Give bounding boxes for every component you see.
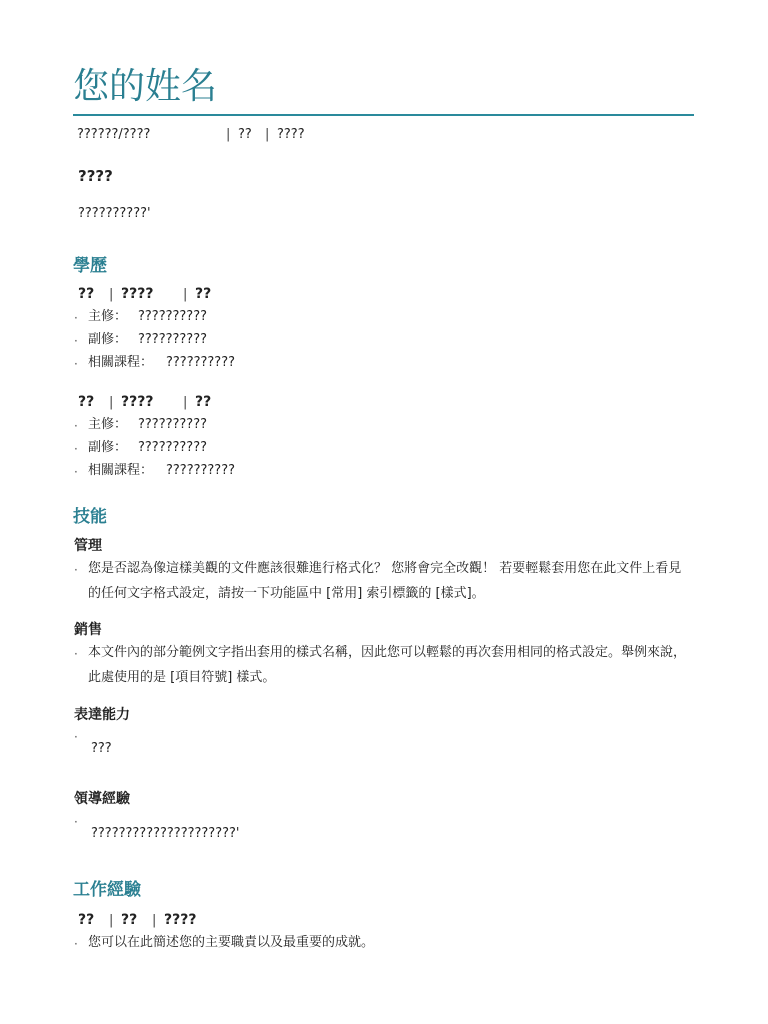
education-line-label: 主修： (88, 309, 128, 324)
bullet-icon: · (74, 311, 78, 325)
objective-heading: ???? (78, 167, 113, 185)
contact-separator: | (265, 127, 270, 142)
bullet-icon: · (74, 419, 78, 433)
education-separator: | (183, 395, 188, 410)
bullet-icon: · (74, 937, 78, 951)
experience-heading: 工作經驗 (73, 880, 141, 900)
bullet-icon: · (74, 730, 78, 744)
education-school: ?? (195, 394, 212, 410)
education-school: ?? (195, 286, 212, 302)
job-description: 您可以在此簡述您的主要職責以及最重要的成就。 (88, 935, 375, 950)
resume-name: 您的姓名 (73, 66, 218, 107)
education-line-value: ?????????? (166, 463, 235, 478)
bullet-icon: · (74, 647, 78, 661)
contact-address: ??????/???? (77, 127, 151, 142)
education-degree: ?? (78, 286, 95, 302)
education-date: ???? (121, 286, 154, 302)
experience-separator: | (109, 913, 114, 928)
education-line-value: ?????????? (166, 355, 235, 370)
skill-text: ?????????????????????' (91, 826, 240, 841)
education-line-value: ?????????? (138, 309, 207, 324)
education-line-label: 副修： (88, 332, 128, 347)
bullet-icon: · (74, 815, 78, 829)
skill-text: 您是否認為像這樣美觀的文件應該很難進行格式化？ 您將會完全改觀！ 若要輕鬆套用您在此文件上看見的任何文字格式設定，請按一下功能區中 [常用] 索引標籤的 [樣式]。 (88, 561, 682, 601)
objective-text: ??????????' (78, 206, 151, 221)
skill-title: 表達能力 (74, 707, 130, 723)
skill-title: 領導經驗 (74, 791, 130, 807)
skill-title: 管理 (74, 538, 102, 554)
experience-separator: | (152, 913, 157, 928)
skill-text: ??? (91, 741, 112, 756)
education-separator: | (109, 395, 114, 410)
education-degree: ?? (78, 394, 95, 410)
education-line-label: 相關課程： (88, 463, 154, 478)
job-date: ???? (164, 912, 197, 928)
education-line-value: ?????????? (138, 417, 207, 432)
job-company: ?? (121, 912, 138, 928)
skills-heading: 技能 (73, 507, 107, 527)
skill-text: 本文件內的部分範例文字指出套用的樣式名稱，因此您可以輕鬆的再次套用相同的格式設定。舉例來說，此處使用的是 [項目符號] 樣式。 (88, 645, 687, 685)
bullet-icon: · (74, 465, 78, 479)
education-separator: | (183, 287, 188, 302)
education-separator: | (109, 287, 114, 302)
bullet-icon: · (74, 442, 78, 456)
title-rule (73, 114, 694, 116)
contact-separator: | (226, 127, 231, 142)
education-heading: 學歷 (73, 256, 107, 276)
education-line-label: 相關課程： (88, 355, 154, 370)
education-date: ???? (121, 394, 154, 410)
education-line-label: 副修： (88, 440, 128, 455)
job-title: ?? (78, 912, 95, 928)
bullet-icon: · (74, 357, 78, 371)
contact-phone: ?? (238, 127, 252, 142)
education-line-value: ?????????? (138, 440, 207, 455)
bullet-icon: · (74, 563, 78, 577)
education-line-label: 主修： (88, 417, 128, 432)
skill-title: 銷售 (74, 622, 102, 638)
contact-email: ???? (277, 127, 305, 142)
education-line-value: ?????????? (138, 332, 207, 347)
bullet-icon: · (74, 334, 78, 348)
